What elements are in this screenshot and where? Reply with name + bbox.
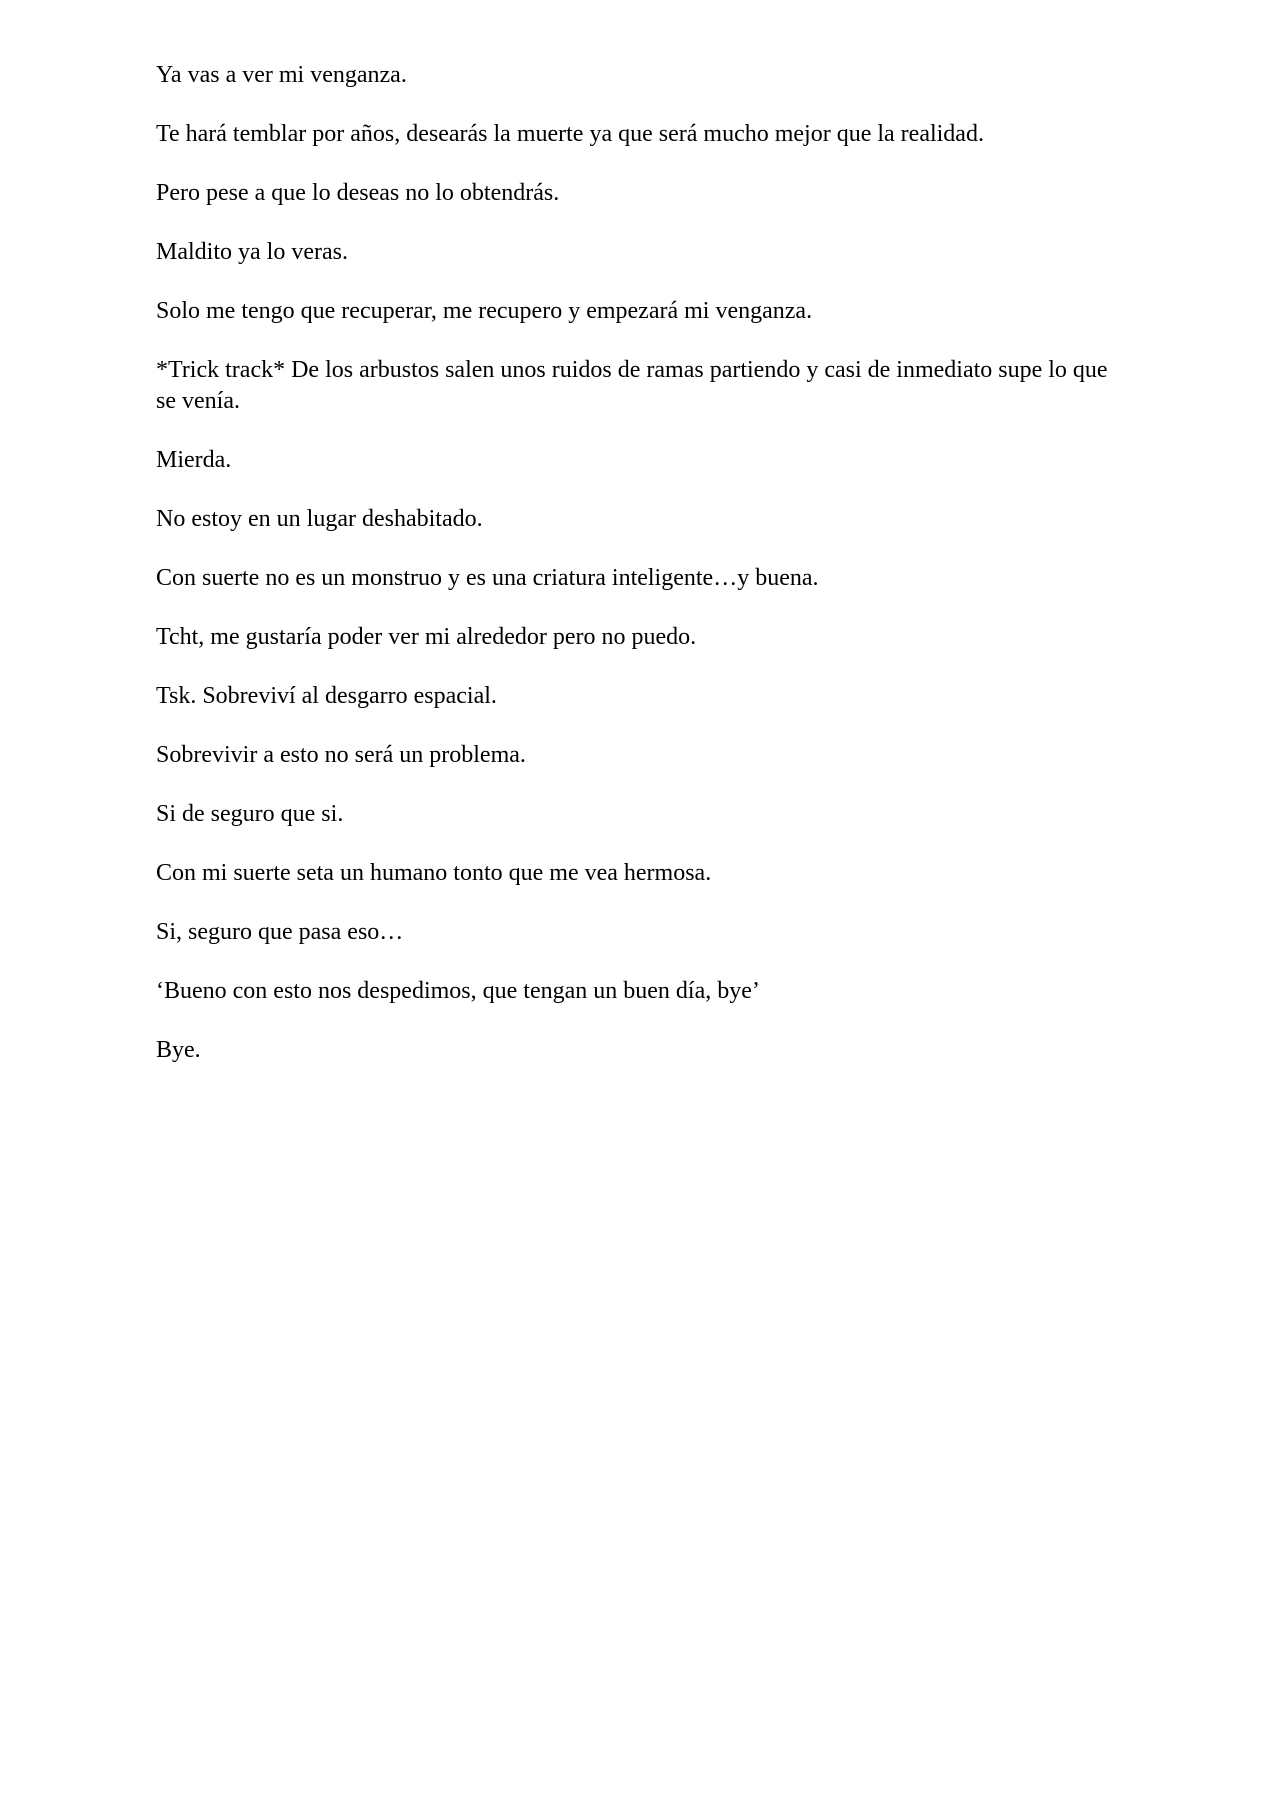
paragraph: Ya vas a ver mi venganza. xyxy=(156,62,407,88)
paragraph: ‘Bueno con esto nos despedimos, que tengan un buen día, bye’ xyxy=(156,978,760,1004)
paragraph: Te hará temblar por años, desearás la muerte ya que será mucho mejor que la realidad. xyxy=(156,121,984,147)
paragraph: Maldito ya lo veras. xyxy=(156,239,348,265)
paragraph: Si, seguro que pasa eso… xyxy=(156,919,404,945)
paragraph: Con suerte no es un monstruo y es una criatura inteligente…y buena. xyxy=(156,565,819,591)
paragraph: No estoy en un lugar deshabitado. xyxy=(156,506,483,532)
paragraph: Tsk. Sobreviví al desgarro espacial. xyxy=(156,683,497,709)
paragraph: *Trick track* De los arbustos salen unos ruidos de ramas partiendo y casi de inmediato supe lo que se venía. xyxy=(156,357,1108,414)
paragraph: Solo me tengo que recuperar, me recupero y empezará mi venganza. xyxy=(156,298,813,324)
paragraph: Si de seguro que si. xyxy=(156,801,344,827)
paragraph: Pero pese a que lo deseas no lo obtendrás. xyxy=(156,180,560,206)
document-body xyxy=(156,60,1126,1094)
paragraph: Mierda. xyxy=(156,447,232,473)
paragraph: Tcht, me gustaría poder ver mi alrededor pero no puedo. xyxy=(156,624,697,650)
paragraph: Con mi suerte seta un humano tonto que me vea hermosa. xyxy=(156,860,712,886)
paragraph: Bye. xyxy=(156,1037,201,1063)
paragraph: Sobrevivir a esto no será un problema. xyxy=(156,742,526,768)
